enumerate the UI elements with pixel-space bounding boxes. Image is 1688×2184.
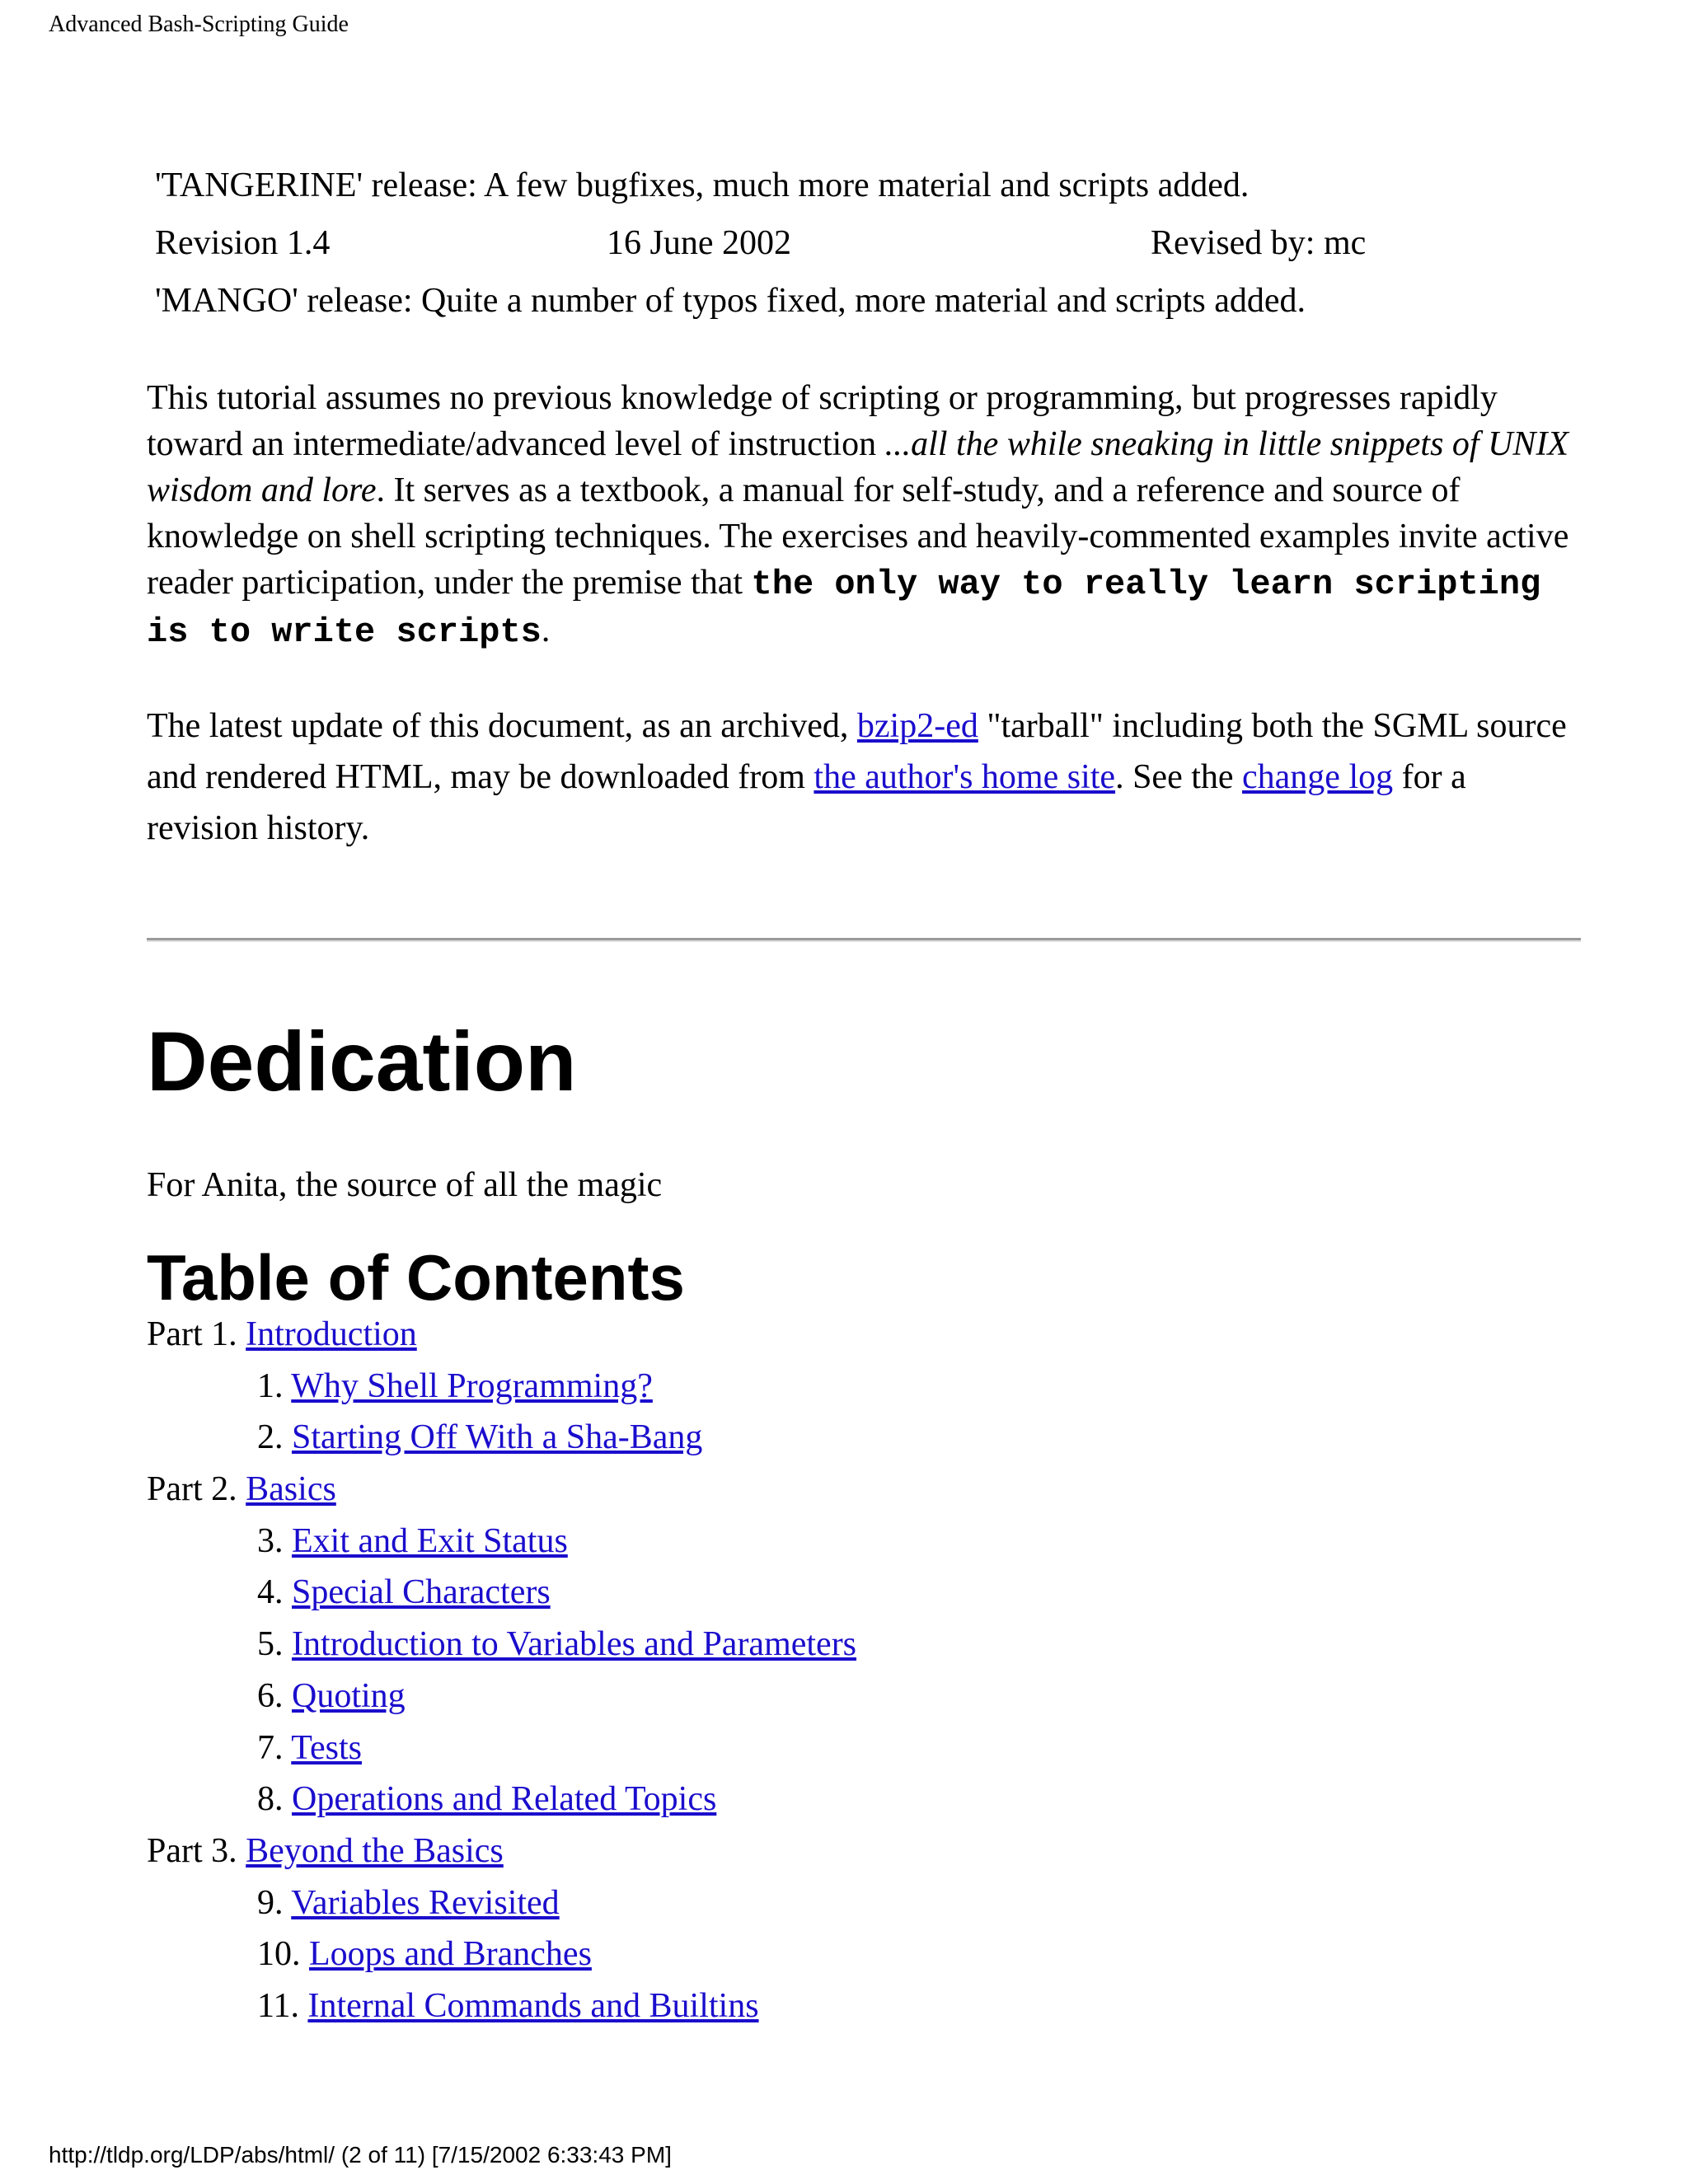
toc-item-number: 7. xyxy=(257,1728,284,1767)
intro-mono-emphasis: the only way to really learn scripting is to write scripts xyxy=(147,565,1541,652)
change-log-link[interactable]: change log xyxy=(1242,758,1394,796)
toc-heading: Table of Contents xyxy=(147,1241,685,1314)
download-text-4: for a revision history. xyxy=(147,758,1466,847)
toc-item-link[interactable]: Special Characters xyxy=(292,1573,551,1612)
intro-italic: ...all the while sneaking in little snippets of UNIX wisdom and lore xyxy=(147,425,1569,509)
toc-item-number: Part 1. xyxy=(147,1315,237,1353)
table-of-contents xyxy=(147,1309,1581,2032)
revision-date: 16 June 2002 xyxy=(607,224,791,262)
author-home-site-link[interactable]: the author's home site xyxy=(814,758,1116,796)
intro-paragraph xyxy=(147,375,1581,655)
toc-chapter-item xyxy=(147,1619,1581,1671)
toc-item-number: 6. xyxy=(257,1676,284,1715)
page-header-title: Advanced Bash-Scripting Guide xyxy=(49,12,349,37)
toc-item-link[interactable]: Exit and Exit Status xyxy=(292,1521,568,1560)
toc-item-number: Part 2. xyxy=(147,1470,237,1509)
horizontal-rule xyxy=(147,938,1581,942)
tangerine-release-note: 'TANGERINE' release: A few bugfixes, much more material and scripts added. xyxy=(155,166,1250,204)
bzip2-link[interactable]: bzip2-ed xyxy=(856,707,978,745)
toc-item-link[interactable]: Internal Commands and Builtins xyxy=(307,1986,759,2025)
revision-row xyxy=(155,214,1474,272)
toc-item-number: 11. xyxy=(257,1986,299,2025)
toc-chapter-item xyxy=(147,1567,1581,1619)
toc-part-item xyxy=(147,1464,1581,1516)
dedication-heading: Dedication xyxy=(147,1015,577,1108)
toc-item-link[interactable]: Quoting xyxy=(292,1676,406,1715)
toc-item-link[interactable]: Beyond the Basics xyxy=(246,1831,504,1870)
toc-item-link[interactable]: Tests xyxy=(291,1728,362,1767)
toc-item-number: 3. xyxy=(257,1521,284,1560)
intro-text-1: This tutorial assumes no previous knowledge of scripting or programming, but progresses rapidly toward an intermediate/advanced level of instruction xyxy=(147,379,1498,463)
intro-text-3: . xyxy=(541,612,551,649)
dedication-text: For Anita, the source of all the magic xyxy=(147,1166,663,1204)
toc-item-number: 10. xyxy=(257,1935,301,1974)
download-paragraph xyxy=(147,701,1581,854)
toc-chapter-item xyxy=(147,1722,1581,1774)
download-text-3: . See the xyxy=(1115,758,1243,796)
toc-part-item xyxy=(147,1309,1581,1361)
toc-chapter-item xyxy=(147,1412,1581,1464)
toc-item-number: 5. xyxy=(257,1625,284,1664)
toc-chapter-item xyxy=(147,1361,1581,1413)
toc-part-item xyxy=(147,1825,1581,1877)
toc-item-number: 4. xyxy=(257,1573,284,1612)
toc-item-number: Part 3. xyxy=(147,1831,237,1870)
toc-chapter-item xyxy=(147,1774,1581,1825)
toc-item-link[interactable]: Operations and Related Topics xyxy=(292,1780,717,1819)
toc-item-link[interactable]: Introduction xyxy=(246,1315,417,1353)
toc-item-number: 2. xyxy=(257,1418,284,1457)
toc-item-link[interactable]: Variables Revisited xyxy=(291,1883,560,1922)
revised-by: Revised by: mc xyxy=(1151,224,1367,262)
toc-item-number: 8. xyxy=(257,1780,284,1819)
download-text-1: The latest update of this document, as an archived, xyxy=(147,707,857,745)
toc-chapter-item xyxy=(147,1877,1581,1929)
intro-text-2: . It serves as a textbook, a manual for self-study, and a reference and source of knowledge on shell scripting techniques. The exercises and heavily-commented examples invite active reader participation, under the premise that xyxy=(147,471,1569,602)
page-footer-url: http://tldp.org/LDP/abs/html/ (2 of 11) [7/15/2002 6:33:43 PM] xyxy=(49,2142,672,2168)
download-text-2: "tarball" including both the SGML source and rendered HTML, may be downloaded from xyxy=(147,707,1567,796)
revision-number: Revision 1.4 xyxy=(155,224,331,262)
toc-chapter-item xyxy=(147,1516,1581,1568)
toc-chapter-item xyxy=(147,1671,1581,1722)
toc-item-number: 1. xyxy=(257,1366,284,1405)
toc-item-number: 9. xyxy=(257,1883,284,1922)
toc-chapter-item xyxy=(147,1980,1581,2032)
toc-item-link[interactable]: Starting Off With a Sha-Bang xyxy=(292,1418,703,1457)
toc-item-link[interactable]: Introduction to Variables and Parameters xyxy=(292,1625,857,1664)
toc-chapter-item xyxy=(147,1929,1581,1980)
toc-item-link[interactable]: Why Shell Programming? xyxy=(291,1366,653,1405)
revision-block xyxy=(155,157,1474,330)
toc-item-link[interactable]: Loops and Branches xyxy=(309,1935,592,1974)
mango-release-note: 'MANGO' release: Quite a number of typos fixed, more material and scripts added. xyxy=(155,282,1306,320)
toc-item-link[interactable]: Basics xyxy=(246,1470,336,1509)
